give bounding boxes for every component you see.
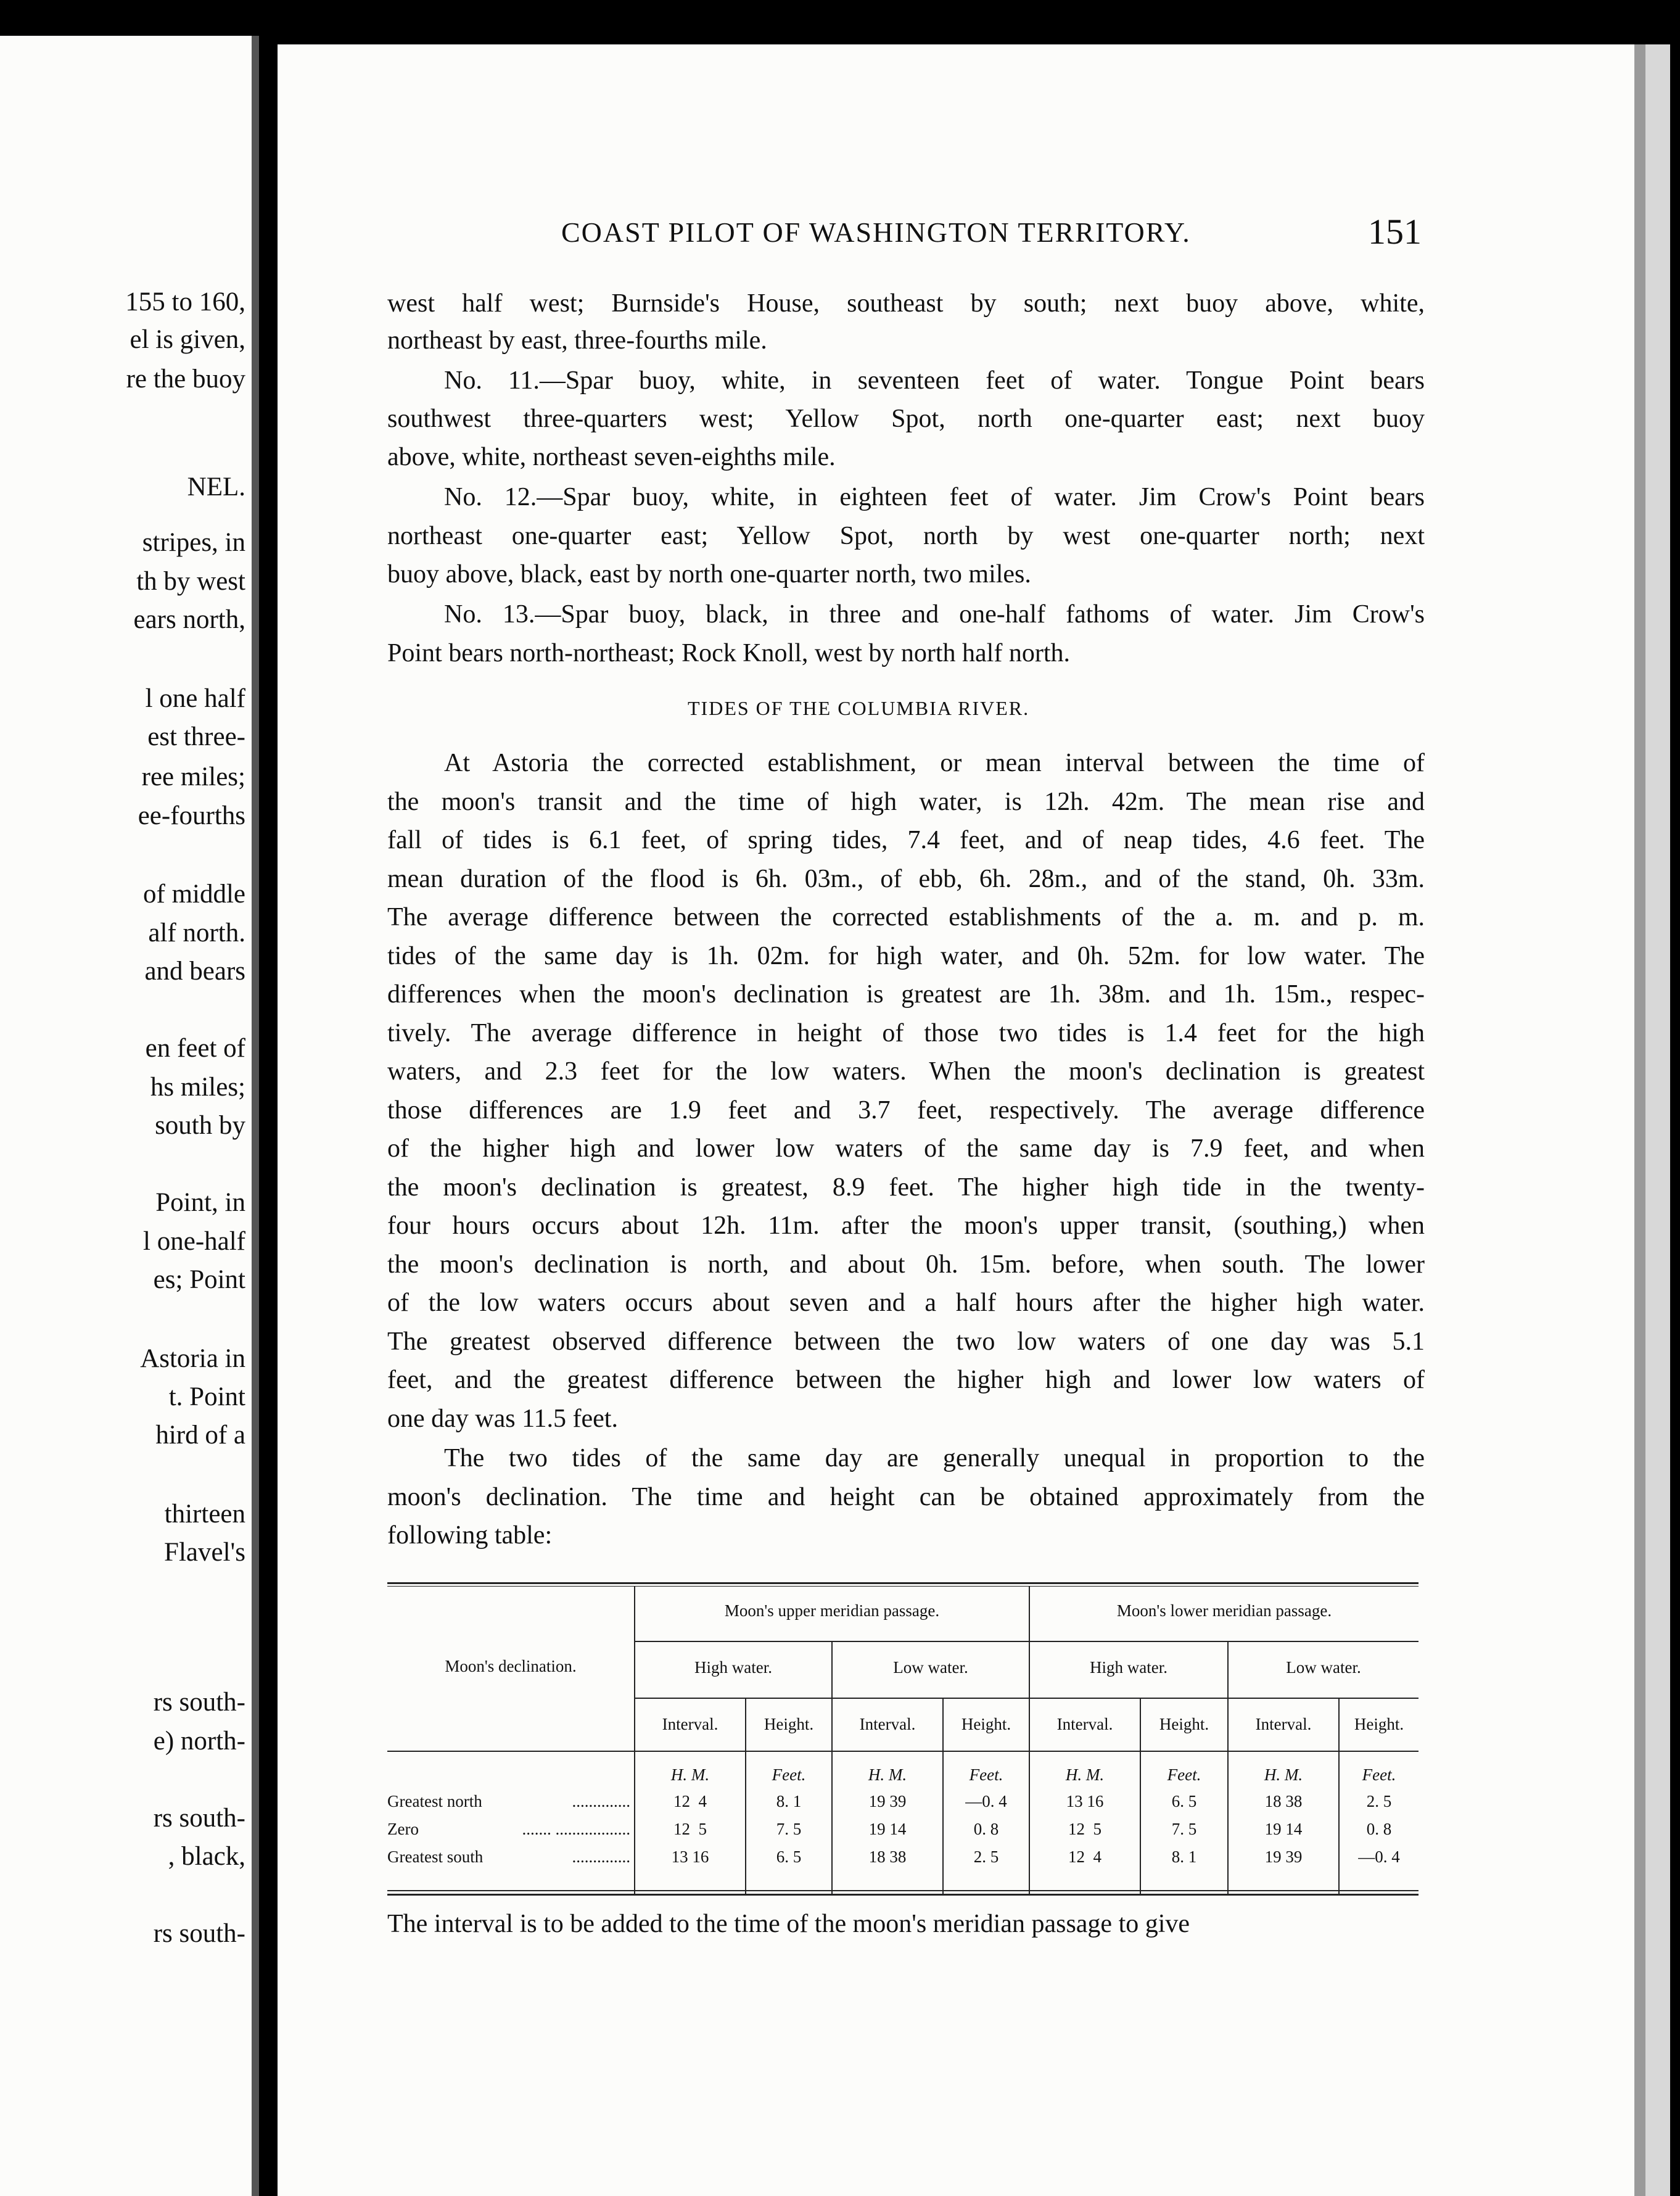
table-cell: 13 16	[1066, 1792, 1104, 1810]
table-cell: 19 39	[1264, 1847, 1303, 1866]
left-page-line: l one half	[145, 684, 245, 713]
table-top-rule-thin	[387, 1586, 1419, 1587]
upper-low-water-header: Low water.	[893, 1658, 968, 1677]
lower-high-water-header: High water.	[1090, 1658, 1167, 1677]
row-label: Greatest north	[387, 1792, 482, 1810]
table-bottom-rule-thick	[387, 1894, 1419, 1896]
col-height-2: Height.	[961, 1715, 1011, 1733]
table-cell: 0. 8	[1366, 1820, 1392, 1838]
unit-hm-2: H. M.	[868, 1765, 907, 1784]
table-cell: 8. 1	[1171, 1847, 1197, 1866]
upper-high-water-header: High water.	[694, 1658, 772, 1677]
table-cell: 2. 5	[973, 1847, 999, 1866]
body-line: The greatest observed difference between the two low waters of one day was 5.1	[387, 1327, 1425, 1356]
body-line: moon's declination. The time and height can be obtained approximately from the	[387, 1483, 1425, 1511]
left-page-text	[0, 0, 252, 2196]
body-line: four hours occurs about 12h. 11m. after the moon's upper transit, (southing,) when	[387, 1212, 1425, 1240]
body-line: No. 11.—Spar buoy, white, in seventeen feet of water. Tongue Point bears	[444, 366, 1425, 395]
left-page-line: ree miles;	[141, 762, 245, 791]
body-line: of the low waters occurs about seven and a half hours after the higher high water.	[387, 1289, 1425, 1317]
left-page-line: t. Point	[168, 1382, 245, 1411]
left-page-line: Astoria in	[140, 1344, 245, 1373]
body-line: No. 13.—Spar buoy, black, in three and one-half fathoms of water. Jim Crow's	[444, 600, 1425, 629]
body-line: the moon's declination is greatest, 8.9 feet. The higher high tide in the twenty-	[387, 1173, 1425, 1202]
row-label: Zero	[387, 1820, 419, 1838]
left-page-line: e) north-	[153, 1727, 245, 1756]
left-page-line: stripes, in	[142, 528, 245, 557]
row-header: Moon's declination.	[445, 1657, 577, 1675]
table-cell: 19 39	[868, 1792, 907, 1810]
body-line: west half west; Burnside's House, southeast by south; next buoy above, white,	[387, 289, 1425, 318]
body-line: above, white, northeast seven-eighths mile.	[387, 443, 836, 471]
subgroup-rule	[635, 1698, 1419, 1699]
left-page-line: hs miles;	[150, 1073, 245, 1102]
table-cell: 6. 5	[1171, 1792, 1197, 1810]
table-cell: 8. 1	[776, 1792, 802, 1810]
table-cell: 12 5	[673, 1820, 707, 1838]
col-interval-2: Interval.	[859, 1715, 916, 1733]
closing-line: The interval is to be added to the time of the moon's meridian passage to give	[387, 1910, 1190, 1938]
table-cell: 19 14	[1264, 1820, 1303, 1838]
body-line: tides of the same day is 1h. 02m. for high water, and 0h. 52m. for low water. The	[387, 942, 1425, 970]
page-stack-edge	[1645, 44, 1670, 2196]
lower-group-header: Moon's lower meridian passage.	[1116, 1601, 1332, 1620]
left-page-line: thirteen	[164, 1500, 245, 1529]
unit-feet-2: Feet.	[969, 1765, 1003, 1784]
body-line: one day was 11.5 feet.	[387, 1405, 618, 1433]
col-interval-4: Interval.	[1255, 1715, 1312, 1733]
body-line: The average difference between the corrected establishments of the a. m. and p. m.	[387, 903, 1425, 931]
col-height-3: Height.	[1159, 1715, 1209, 1733]
body-line: tively. The average difference in height of those two tides is 1.4 feet for the high	[387, 1019, 1425, 1047]
body-line: the moon's transit and the time of high water, is 12h. 42m. The mean rise and	[387, 788, 1425, 816]
left-page-line: of middle	[143, 880, 245, 909]
table-top-rule	[387, 1582, 1419, 1584]
lower-low-water-header: Low water.	[1286, 1658, 1361, 1677]
unit-hm-1: H. M.	[670, 1765, 710, 1784]
table-cell: —0. 4	[1358, 1847, 1400, 1866]
left-page-line: est three-	[147, 722, 245, 751]
row-leader-dots: ..............	[572, 1847, 630, 1866]
table-cell: 12 4	[673, 1792, 707, 1810]
left-page-line: Point, in	[155, 1188, 245, 1217]
left-page-line: south by	[155, 1111, 245, 1140]
body-line: the moon's declination is north, and about 0h. 15m. before, when south. The lower	[387, 1250, 1425, 1279]
table-cell: —0. 4	[965, 1792, 1007, 1810]
table-bottom-rule	[387, 1890, 1419, 1891]
left-page-line: ee-fourths	[138, 801, 245, 830]
header-bottom-rule	[387, 1751, 1419, 1752]
unit-feet-3: Feet.	[1167, 1765, 1201, 1784]
unit-hm-4: H. M.	[1264, 1765, 1303, 1784]
col-height-1: Height.	[764, 1715, 814, 1733]
body-line: Point bears north-northeast; Rock Knoll, west by north half north.	[387, 639, 1070, 667]
table-cell: 7. 5	[776, 1820, 802, 1838]
body-line: following table:	[387, 1521, 553, 1550]
table-cell: 6. 5	[776, 1847, 802, 1866]
body-line: of the higher high and lower low waters of the same day is 7.9 feet, and when	[387, 1134, 1425, 1163]
unit-hm-3: H. M.	[1065, 1765, 1105, 1784]
left-page-line: th by west	[136, 567, 245, 596]
col-height-4: Height.	[1354, 1715, 1404, 1733]
left-page-line: rs south-	[153, 1804, 245, 1833]
left-page-line: hird of a	[155, 1421, 245, 1450]
left-page-line: , black,	[168, 1842, 245, 1871]
table-cell: 18 38	[1264, 1792, 1303, 1810]
table-cell: 0. 8	[973, 1820, 999, 1838]
left-page-line: en feet of	[145, 1034, 245, 1063]
body-line: mean duration of the flood is 6h. 03m., of ebb, 6h. 28m., and of the stand, 0h. 33m.	[387, 865, 1425, 893]
left-page-line: rs south-	[153, 1688, 245, 1717]
left-page-gutter-edge	[252, 36, 259, 2196]
body-line: buoy above, black, east by north one-quarter north, two miles.	[387, 560, 1031, 588]
unit-feet-4: Feet.	[1362, 1765, 1396, 1784]
body-line: those differences are 1.9 feet and 3.7 feet, respectively. The average difference	[387, 1096, 1425, 1125]
upper-group-header: Moon's upper meridian passage.	[724, 1601, 940, 1620]
left-page-line: 155 to 160,	[125, 287, 245, 316]
col-interval-1: Interval.	[662, 1715, 719, 1733]
table-cell: 12 4	[1068, 1847, 1101, 1866]
unit-feet-1: Feet.	[772, 1765, 806, 1784]
row-label: Greatest south	[387, 1847, 484, 1866]
body-line: southwest three-quarters west; Yellow Spot, north one-quarter east; next buoy	[387, 405, 1425, 433]
running-title: COAST PILOT OF WASHINGTON TERRITORY.	[561, 217, 1191, 248]
left-page-line: rs south-	[153, 1919, 245, 1948]
group-rule	[635, 1641, 1419, 1642]
body-line: northeast by east, three-fourths mile.	[387, 326, 767, 355]
left-page-line: l one-half	[143, 1227, 245, 1256]
row-leader-dots: ..............	[572, 1792, 630, 1810]
left-page-line: NEL.	[187, 473, 245, 502]
section-title: TIDES OF THE COLUMBIA RIVER.	[688, 697, 1030, 719]
body-line: waters, and 2.3 feet for the low waters. When the moon's declination is greatest	[387, 1057, 1425, 1086]
table-cell: 13 16	[671, 1847, 709, 1866]
body-line: differences when the moon's declination is greatest are 1h. 38m. and 1h. 15m., respec-	[387, 980, 1425, 1009]
body-line: feet, and the greatest difference between the higher high and lower low waters of	[387, 1366, 1425, 1394]
row-leader-dots: ....... ..................	[522, 1820, 630, 1838]
body-line: northeast one-quarter east; Yellow Spot, north by west one-quarter north; next	[387, 522, 1425, 550]
table-cell: 7. 5	[1171, 1820, 1197, 1838]
left-page-line: and bears	[144, 957, 245, 986]
table-cell: 19 14	[868, 1820, 907, 1838]
right-page-edge	[1634, 44, 1645, 2196]
left-page-line: alf north.	[148, 918, 245, 947]
table-cell: 12 5	[1068, 1820, 1101, 1838]
body-line: The two tides of the same day are generally unequal in proportion to the	[444, 1444, 1425, 1472]
left-page-line: es; Point	[153, 1265, 245, 1294]
left-page-line: ears north,	[133, 605, 245, 634]
page-number: 151	[1368, 212, 1422, 252]
body-line: No. 12.—Spar buoy, white, in eighteen feet of water. Jim Crow's Point bears	[444, 483, 1425, 511]
left-page-line: Flavel's	[164, 1538, 245, 1567]
body-line: At Astoria the corrected establishment, or mean interval between the time of	[444, 749, 1425, 777]
left-page-line: re the buoy	[126, 365, 245, 394]
left-page-line: el is given,	[130, 325, 245, 354]
col-interval-3: Interval.	[1056, 1715, 1113, 1733]
table-cell: 18 38	[868, 1847, 907, 1866]
table-cell: 2. 5	[1366, 1792, 1392, 1810]
body-line: fall of tides is 6.1 feet, of spring tides, 7.4 feet, and of neap tides, 4.6 feet. The	[387, 826, 1425, 854]
